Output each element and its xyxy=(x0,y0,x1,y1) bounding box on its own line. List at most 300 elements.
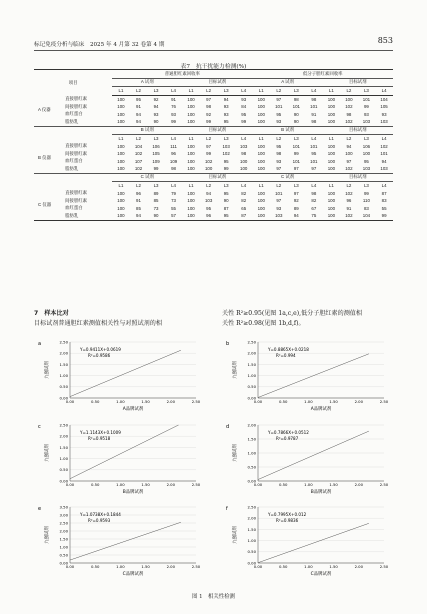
level-header: L1 xyxy=(258,183,264,189)
level-header: L1 xyxy=(118,183,124,189)
r-squared: R²=0.9586 xyxy=(88,353,111,358)
table-cell: 87 xyxy=(235,212,253,220)
y-tick-label: 2.00 xyxy=(247,422,256,428)
scatter-panel-e xyxy=(34,501,209,579)
level-header: L2 xyxy=(130,87,148,96)
table-cell: 87 xyxy=(223,205,229,211)
y-tick-label: 1.50 xyxy=(247,361,256,367)
x-tick-label: 1.50 xyxy=(329,564,338,569)
table-cell: 100 xyxy=(187,119,195,125)
table-cell: 102 xyxy=(345,119,353,125)
x-tick-label: 0.50 xyxy=(90,399,100,404)
level-header: L4 xyxy=(311,136,317,142)
item-label: 直接胆红素 xyxy=(65,190,88,196)
table-cell: 109 xyxy=(169,158,178,164)
y-tick-label: 1.00 xyxy=(59,373,68,378)
table-cell: 110 xyxy=(362,198,370,204)
table-cell: 99 xyxy=(206,151,212,157)
table-cell: 100 xyxy=(327,96,336,102)
level-header: L4 xyxy=(381,136,387,142)
regression-line xyxy=(258,523,369,562)
y-tick-label: 2.00 xyxy=(59,528,68,534)
table-cell: 111 xyxy=(170,143,177,149)
table-cell: 100 xyxy=(187,198,195,204)
x-tick-label: 2.00 xyxy=(354,482,364,487)
item-label: 间接胆红素 xyxy=(65,197,88,203)
regression-equation: Y=1.0738X+0.1844 xyxy=(80,512,121,517)
table-cell: 100 xyxy=(117,143,125,149)
table-cell: 102 xyxy=(222,151,230,157)
section-right-text xyxy=(222,309,402,329)
table-cell: 90 xyxy=(293,111,299,117)
y-tick-label: 1.00 xyxy=(247,450,256,456)
item-label: 间接胆红素 xyxy=(65,103,88,109)
table-cell: 109 xyxy=(152,158,160,164)
table-cell: 95 xyxy=(206,205,212,211)
reagent-header: 目标试剂 xyxy=(182,173,252,182)
reagent-header: 目标试剂 xyxy=(323,173,393,182)
table-cell: 100 xyxy=(187,190,195,196)
table-cell: 95 xyxy=(276,143,282,149)
table-cell: 100 xyxy=(257,96,265,102)
table-cell: 100 xyxy=(257,198,265,204)
y-tick-label: 0.50 xyxy=(247,384,256,390)
y-tick-label: 1.50 xyxy=(59,444,68,450)
table-cell: 94 xyxy=(223,96,229,102)
reagent-header: 目标试剂 xyxy=(182,126,252,135)
table-cell: 99 xyxy=(293,151,299,157)
item-label: 直接胆红素 xyxy=(65,96,88,101)
table-cell: 100 xyxy=(252,212,270,220)
y-tick-label: 1.50 xyxy=(247,436,256,442)
y-tick-label: 0.50 xyxy=(59,467,68,473)
table-row xyxy=(34,165,393,173)
x-axis-label: A品牌试剂 xyxy=(122,407,144,412)
level-header: L3 xyxy=(358,87,376,96)
level-header: L2 xyxy=(340,87,358,96)
y-tick-label: 1.00 xyxy=(59,544,68,550)
table-cell: 75 xyxy=(305,212,323,220)
y-tick-label: 0.50 xyxy=(59,552,68,558)
table-cell: 84 xyxy=(241,104,247,110)
x-tick-label: 0.00 xyxy=(65,564,75,569)
table-cell: 99 xyxy=(171,119,176,125)
table-cell: 100 xyxy=(327,205,336,211)
panel-letter: b xyxy=(226,341,230,347)
table-cell: 102 xyxy=(345,104,353,110)
y-tick-label: 1.00 xyxy=(59,456,68,461)
running-header xyxy=(34,36,393,51)
table-cell: 98 xyxy=(311,119,317,125)
table-cell: 97 xyxy=(293,166,299,172)
level-header: L3 xyxy=(363,183,369,189)
table-cell: 87 xyxy=(381,190,387,196)
y-tick-label: 2.00 xyxy=(59,350,68,356)
level-header: L3 xyxy=(223,136,229,142)
level-header: L4 xyxy=(305,87,323,96)
x-tick-label: 2.50 xyxy=(191,482,201,487)
table-cell: 103 xyxy=(362,119,371,125)
table-cell: 102 xyxy=(345,190,353,196)
table-row xyxy=(34,143,393,151)
table-cell: 92 xyxy=(206,111,212,117)
table-cell: 100 xyxy=(362,151,371,157)
table-cell: 101 xyxy=(362,96,371,102)
level-header: L1 xyxy=(252,87,270,96)
table-cell: 100 xyxy=(327,104,336,110)
table-cell: 100 xyxy=(257,166,265,172)
table-cell: 83 xyxy=(381,198,387,204)
level-header: L1 xyxy=(118,136,124,142)
table-cell: 100 xyxy=(240,166,248,172)
table-cell: 95 xyxy=(223,119,229,125)
y-axis-label: 九强试剂 xyxy=(233,444,238,462)
table-cell: 97 xyxy=(276,198,282,204)
table-cell: 92 xyxy=(153,96,159,102)
r-squared: R²=0.9593 xyxy=(88,518,111,523)
table-cell: 103 xyxy=(240,143,248,149)
table-cell: 100 xyxy=(257,205,265,211)
table-cell: 90 xyxy=(153,119,159,125)
reagent-header: 目标试剂 xyxy=(323,78,393,87)
table-cell: 106 xyxy=(152,143,160,149)
level-header: L2 xyxy=(206,136,212,142)
x-tick-label: 1.00 xyxy=(116,482,125,487)
table-cell: 100 xyxy=(117,198,125,204)
table-cell: 94 xyxy=(136,111,141,117)
table-cell: 102 xyxy=(204,158,213,164)
table-caption: 表7 抗干扰能力检测(%) xyxy=(180,64,247,70)
level-header: L3 xyxy=(147,87,165,96)
r-squared: R²=0.9836 xyxy=(276,518,299,523)
table-row xyxy=(34,70,393,79)
reagent-header: 目标试剂 xyxy=(323,126,393,135)
y-tick-label: 0.00 xyxy=(59,560,68,566)
y-axis-label: 九强试剂 xyxy=(45,444,50,462)
section-heading: 7 样本比对 xyxy=(34,310,69,317)
table-cell: 97 xyxy=(276,166,282,172)
table-cell: 100 xyxy=(345,151,353,157)
y-tick-label: 2.50 xyxy=(247,339,256,345)
table-cell: 101 xyxy=(275,104,283,110)
y-tick-label: 1.50 xyxy=(59,361,68,367)
table-cell: 100 xyxy=(187,96,195,102)
regression-equation: Y=0.8865X+0.0218 xyxy=(268,347,309,352)
table-cell: 101 xyxy=(275,190,283,196)
table-cell: 94 xyxy=(381,158,387,164)
table-cell: 89 xyxy=(293,205,299,211)
table-cell: 98 xyxy=(311,96,317,102)
table-cell: 99 xyxy=(153,166,159,172)
table-row xyxy=(34,95,393,103)
y-axis-label: 九强试剂 xyxy=(233,526,238,544)
item-label: 血红蛋白 xyxy=(65,158,83,164)
table-row xyxy=(34,135,393,143)
table-cell: 94 xyxy=(130,212,148,220)
item-label: 脂肪乳 xyxy=(65,118,79,124)
table-cell: 98 xyxy=(346,111,352,117)
y-tick-label: 3.00 xyxy=(59,512,68,518)
x-tick-label: 2.50 xyxy=(379,482,389,487)
table-cell: 89 xyxy=(153,190,159,196)
level-header: L4 xyxy=(241,183,247,189)
table-cell: 82 xyxy=(311,198,317,204)
table-cell: 73 xyxy=(153,205,159,211)
scatter-panel-c xyxy=(34,419,209,497)
spacer-cell xyxy=(34,126,112,135)
group-header-lipid: 低分子胆红素回收率 xyxy=(252,70,393,79)
level-header: L2 xyxy=(136,183,141,189)
table-cell: 55 xyxy=(171,205,176,211)
table-cell: 101 xyxy=(292,104,300,110)
table-cell: 103 xyxy=(204,198,213,204)
table-cell: 73 xyxy=(171,198,176,204)
table-cell: 97 xyxy=(346,158,352,164)
table-cell: 100 xyxy=(323,212,341,220)
group-header-hemo: 普通胆红素回收率 xyxy=(112,70,252,79)
table-cell: 99 xyxy=(223,166,229,172)
level-header: L1 xyxy=(188,136,194,142)
y-tick-label: 1.50 xyxy=(247,526,256,532)
level-header: L1 xyxy=(182,87,200,96)
table-cell: 100 xyxy=(187,205,195,211)
table-row xyxy=(34,212,393,220)
page-number: 853 xyxy=(377,36,393,45)
table-cell: 79 xyxy=(171,190,176,196)
table-cell: 100 xyxy=(187,143,195,149)
y-tick-label: 0.00 xyxy=(247,560,256,566)
panel-letter: d xyxy=(226,424,230,430)
table-cell: 100 xyxy=(240,158,248,164)
instrument-label: B 仪器 xyxy=(38,154,51,160)
table-cell: 85 xyxy=(153,198,159,204)
x-tick-label: 2.00 xyxy=(354,564,364,569)
x-tick-label: 2.00 xyxy=(166,564,176,569)
level-header: L4 xyxy=(375,87,393,96)
table-cell: 100 xyxy=(117,96,125,102)
table-cell: 100 xyxy=(117,190,125,196)
table-cell: 99 xyxy=(206,119,212,125)
y-axis-label: 九强试剂 xyxy=(45,526,50,544)
level-header: L4 xyxy=(165,87,183,96)
x-tick-label: 2.50 xyxy=(191,399,201,404)
reagent-header: C 试剂 xyxy=(252,173,322,182)
x-tick-label: 0.50 xyxy=(90,564,100,569)
figure-caption: 图 1 相关性检测 xyxy=(192,594,235,600)
instrument-label: A 仪器 xyxy=(38,107,51,113)
table-cell: 95 xyxy=(223,190,229,196)
y-tick-label: 0.00 xyxy=(247,395,256,401)
spacer-cell xyxy=(34,182,112,190)
y-tick-label: 2.00 xyxy=(247,350,256,356)
table-row xyxy=(34,111,393,119)
table-cell: 96 xyxy=(171,151,176,157)
x-tick-label: 1.50 xyxy=(141,564,150,569)
table-row xyxy=(34,103,393,111)
table-cell: 100 xyxy=(327,190,336,196)
table-cell: 98 xyxy=(276,151,282,157)
table-row xyxy=(34,118,393,126)
x-tick-label: 2.00 xyxy=(354,399,364,404)
journal-title: 标记免疫分析与临床 2025 年 4 月第 32 卷第 4 期 xyxy=(34,42,165,48)
x-tick-label: 1.50 xyxy=(329,399,338,404)
table-cell: 100 xyxy=(117,111,125,117)
level-header: L1 xyxy=(323,87,341,96)
x-tick-label: 0.50 xyxy=(278,482,288,487)
table-cell: 104 xyxy=(380,96,388,102)
table-cell: 100 xyxy=(327,151,336,157)
regression-equation: Y=0.7995X+0.012 xyxy=(268,512,307,517)
scatter-panel-b xyxy=(222,336,397,414)
level-header: L3 xyxy=(288,87,306,96)
table-cell: 98 xyxy=(241,151,247,157)
table-cell: 90 xyxy=(147,212,165,220)
level-header: L4 xyxy=(311,183,317,189)
regression-equation: Y=1.1143X+0.1009 xyxy=(80,430,121,435)
item-label: 血红蛋白 xyxy=(65,111,83,117)
r-squared: R²=0.9787 xyxy=(276,436,299,441)
x-tick-label: 1.00 xyxy=(304,564,313,569)
table-cell: 93 xyxy=(241,96,247,102)
y-tick-label: 0.00 xyxy=(59,395,68,401)
y-axis-label: 九强试剂 xyxy=(45,361,50,379)
level-header: L3 xyxy=(363,136,369,142)
table-cell: 103 xyxy=(362,166,371,172)
reagent-header: A 试剂 xyxy=(112,78,182,87)
table-cell: 100 xyxy=(257,151,265,157)
table-cell: 91 xyxy=(171,96,176,102)
level-header: L2 xyxy=(200,87,218,96)
table-cell: 95 xyxy=(217,212,235,220)
table-cell: 94 xyxy=(346,143,352,149)
table-cell: 93 xyxy=(223,104,229,110)
y-tick-label: 3.50 xyxy=(59,504,68,510)
table-cell: 104 xyxy=(134,143,143,149)
item-label: 血红蛋白 xyxy=(65,205,83,211)
table-cell: 105 xyxy=(152,151,160,157)
table-cell: 100 xyxy=(187,158,195,164)
table-cell: 96 xyxy=(200,212,218,220)
scatter-panel-d xyxy=(222,419,397,497)
y-tick-label: 0.00 xyxy=(247,478,256,484)
table-cell: 90 xyxy=(223,198,229,204)
table-cell: 100 xyxy=(182,212,200,220)
x-axis-label: C品牌试剂 xyxy=(310,572,332,577)
level-header: L2 xyxy=(206,183,212,189)
table-row xyxy=(34,158,393,166)
table-cell: 98 xyxy=(206,104,212,110)
table-cell: 98 xyxy=(293,96,299,102)
table-cell: 100 xyxy=(257,143,265,149)
level-header: L4 xyxy=(171,183,176,189)
table-cell: 100 xyxy=(117,119,125,125)
table-cell: 94 xyxy=(288,212,306,220)
instrument-label: C 仪器 xyxy=(34,190,62,221)
table-cell: 100 xyxy=(187,151,195,157)
x-axis-label: B品牌试剂 xyxy=(310,490,332,495)
table-cell: 101 xyxy=(292,158,300,164)
table-cell: 92 xyxy=(293,198,299,204)
table-cell: 93 xyxy=(276,158,282,164)
level-header: L1 xyxy=(328,136,334,142)
table-cell: 101 xyxy=(310,158,318,164)
table-cell: 102 xyxy=(340,212,358,220)
item-label: 间接胆红素 xyxy=(65,150,88,156)
reagent-header: B 试剂 xyxy=(252,126,322,135)
table-cell: 100 xyxy=(327,158,336,164)
table-cell: 97 xyxy=(293,190,299,196)
table-cell: 103 xyxy=(380,166,388,172)
table-cell: 100 xyxy=(257,158,265,164)
level-header: L3 xyxy=(153,183,159,189)
x-axis-label: B品牌试剂 xyxy=(122,490,144,495)
table-cell: 57 xyxy=(165,212,183,220)
item-label: 脂肪乳 xyxy=(65,165,79,171)
x-axis-label: A品牌试剂 xyxy=(310,407,332,412)
table-row xyxy=(34,126,393,135)
x-tick-label: 2.50 xyxy=(379,564,389,569)
level-header: L2 xyxy=(346,136,352,142)
table-cell: 103 xyxy=(380,119,388,125)
y-tick-label: 0.50 xyxy=(247,464,256,470)
section-paragraph-right-2: 关性 R²≥0.98(见图 1b,d,f)。 xyxy=(222,320,305,328)
x-tick-label: 0.00 xyxy=(253,399,263,404)
table-cell: 100 xyxy=(117,151,125,157)
level-header: L2 xyxy=(346,183,352,189)
reagent-header: B 试剂 xyxy=(112,126,182,135)
x-tick-label: 2.00 xyxy=(166,482,176,487)
level-header: L1 xyxy=(188,183,194,189)
table-cell: 93 xyxy=(223,111,229,117)
panel-letter: a xyxy=(38,341,42,347)
table-cell: 95 xyxy=(276,111,282,117)
table-cell: 95 xyxy=(363,158,369,164)
x-tick-label: 0.50 xyxy=(278,564,288,569)
table-cell: 97 xyxy=(206,143,212,149)
table-cell: 93 xyxy=(363,111,369,117)
table-cell: 100 xyxy=(257,111,265,117)
x-tick-label: 1.50 xyxy=(329,482,338,487)
table-cell: 95 xyxy=(311,151,317,157)
reagent-header: 目标试剂 xyxy=(182,78,252,87)
panel-letter: c xyxy=(38,424,41,430)
table-cell: 101 xyxy=(310,104,318,110)
x-tick-label: 0.00 xyxy=(253,482,263,487)
table-cell: 90 xyxy=(293,119,299,125)
x-tick-label: 2.00 xyxy=(166,399,176,404)
x-tick-label: 0.00 xyxy=(65,482,75,487)
x-tick-label: 0.00 xyxy=(253,564,263,569)
x-tick-label: 1.50 xyxy=(141,482,150,487)
table-cell: 91 xyxy=(136,198,141,204)
level-header: L4 xyxy=(171,136,176,142)
table-cell: 99 xyxy=(363,190,369,196)
table-cell: 101 xyxy=(310,143,318,149)
table-cell: 93 xyxy=(153,111,159,117)
table-cell: 100 xyxy=(187,104,195,110)
level-header: L1 xyxy=(112,87,130,96)
table-cell: 102 xyxy=(380,143,388,149)
regression-equation: Y=0.7866X+0.0512 xyxy=(268,430,309,435)
table-cell: 67 xyxy=(311,205,317,211)
table-cell: 65 xyxy=(241,205,247,211)
x-tick-label: 0.00 xyxy=(65,399,75,404)
x-axis-label: C品牌试剂 xyxy=(122,572,144,577)
x-tick-label: 1.00 xyxy=(304,482,313,487)
table-cell: 82 xyxy=(241,190,247,196)
regression-line xyxy=(258,431,369,479)
table-cell: 100 xyxy=(327,143,336,149)
